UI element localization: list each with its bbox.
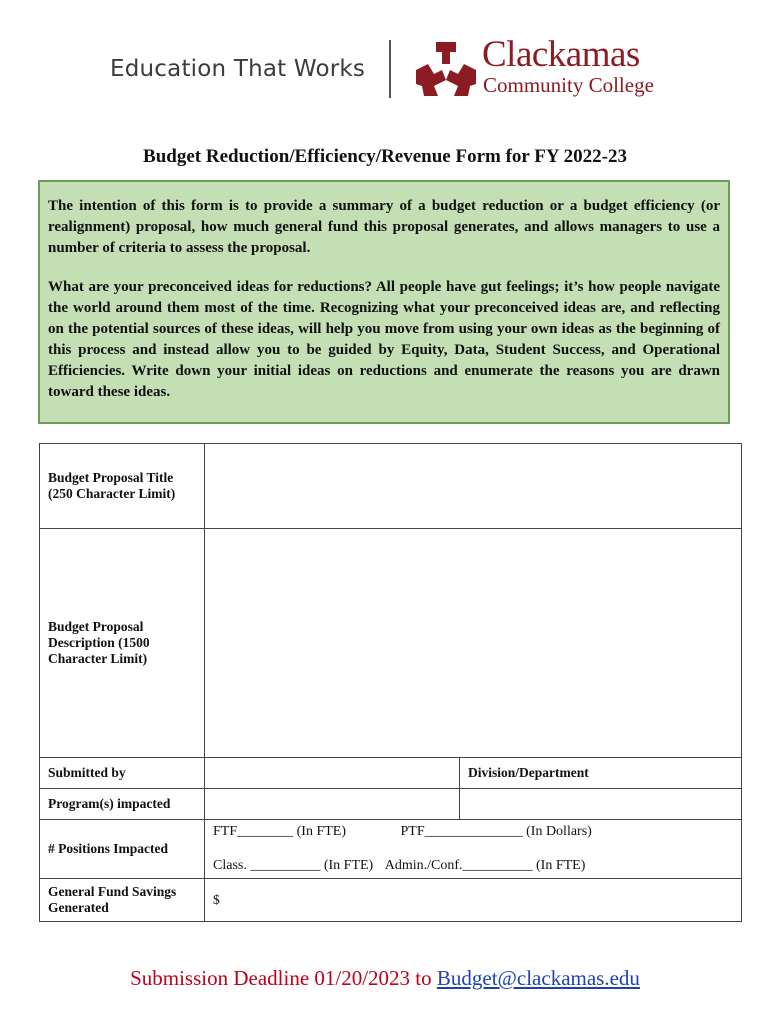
ptf-field[interactable]: PTF______________ (In Dollars)	[400, 824, 592, 839]
general-fund-savings-label: General Fund Savings Generated	[40, 879, 205, 922]
budget-proposal-form	[39, 443, 742, 922]
page-header	[0, 36, 770, 106]
budget-email-link[interactable]: Budget@clackamas.edu	[436, 966, 640, 990]
proposal-title-field[interactable]	[205, 444, 742, 529]
college-logo-icon	[414, 40, 478, 100]
college-logo-text	[482, 36, 654, 96]
deadline-text: Submission Deadline 01/20/2023 to	[130, 966, 437, 990]
header-divider	[389, 40, 391, 98]
intro-paragraph-1: The intention of this form is to provide a summary of a budget reduction or a budget efficiency (or realignment) proposal, how much general fund this proposal generates, and allows managers to use a number of criteria to assess the proposal.	[48, 198, 720, 256]
dollar-sign: $	[213, 892, 220, 907]
positions-line-1	[213, 824, 733, 840]
logo-line-1: Clackamas	[482, 34, 640, 75]
ftf-field[interactable]: FTF________ (In FTE)	[213, 824, 346, 839]
positions-line-2	[213, 858, 733, 874]
proposal-title-label: Budget Proposal Title (250 Character Limit)	[40, 444, 205, 529]
class-field[interactable]: Class. __________ (In FTE)	[213, 858, 374, 873]
division-department-field[interactable]	[460, 789, 742, 820]
admin-conf-field[interactable]: Admin./Conf.__________ (In FTE)	[384, 858, 586, 873]
proposal-description-label: Budget Proposal Description (1500 Character Limit)	[40, 529, 205, 758]
logo-line-2: Community College	[483, 73, 654, 97]
submission-deadline	[0, 966, 770, 991]
submitted-by-field[interactable]	[205, 758, 460, 789]
positions-impacted-field[interactable]	[205, 820, 742, 879]
programs-impacted-label: Program(s) impacted	[40, 789, 205, 820]
general-fund-savings-field[interactable]	[205, 879, 742, 922]
submitted-by-label: Submitted by	[40, 758, 205, 789]
intro-paragraph-2: What are your preconceived ideas for reductions? All people have gut feelings; it’s how people navigate the world around them most of the time. Recognizing what your preconceived ideas are, and reflecting on the potential sources of these ideas, will help you move from using your own ideas as the beginning of this process and instead allow you to be guided by Equity, Data, Student Success, and Operational Efficiencies. Write down your initial ideas on reductions and enumerate the reasons you are drawn toward these ideas.	[48, 279, 720, 400]
positions-impacted-label: # Positions Impacted	[40, 820, 205, 879]
programs-impacted-field[interactable]	[205, 789, 460, 820]
form-title: Budget Reduction/Efficiency/Revenue Form for FY 2022-23	[143, 146, 627, 167]
intro-box	[38, 180, 730, 424]
proposal-description-field[interactable]	[205, 529, 742, 758]
division-department-label: Division/Department	[460, 758, 742, 789]
tagline: Education That Works	[110, 56, 366, 82]
